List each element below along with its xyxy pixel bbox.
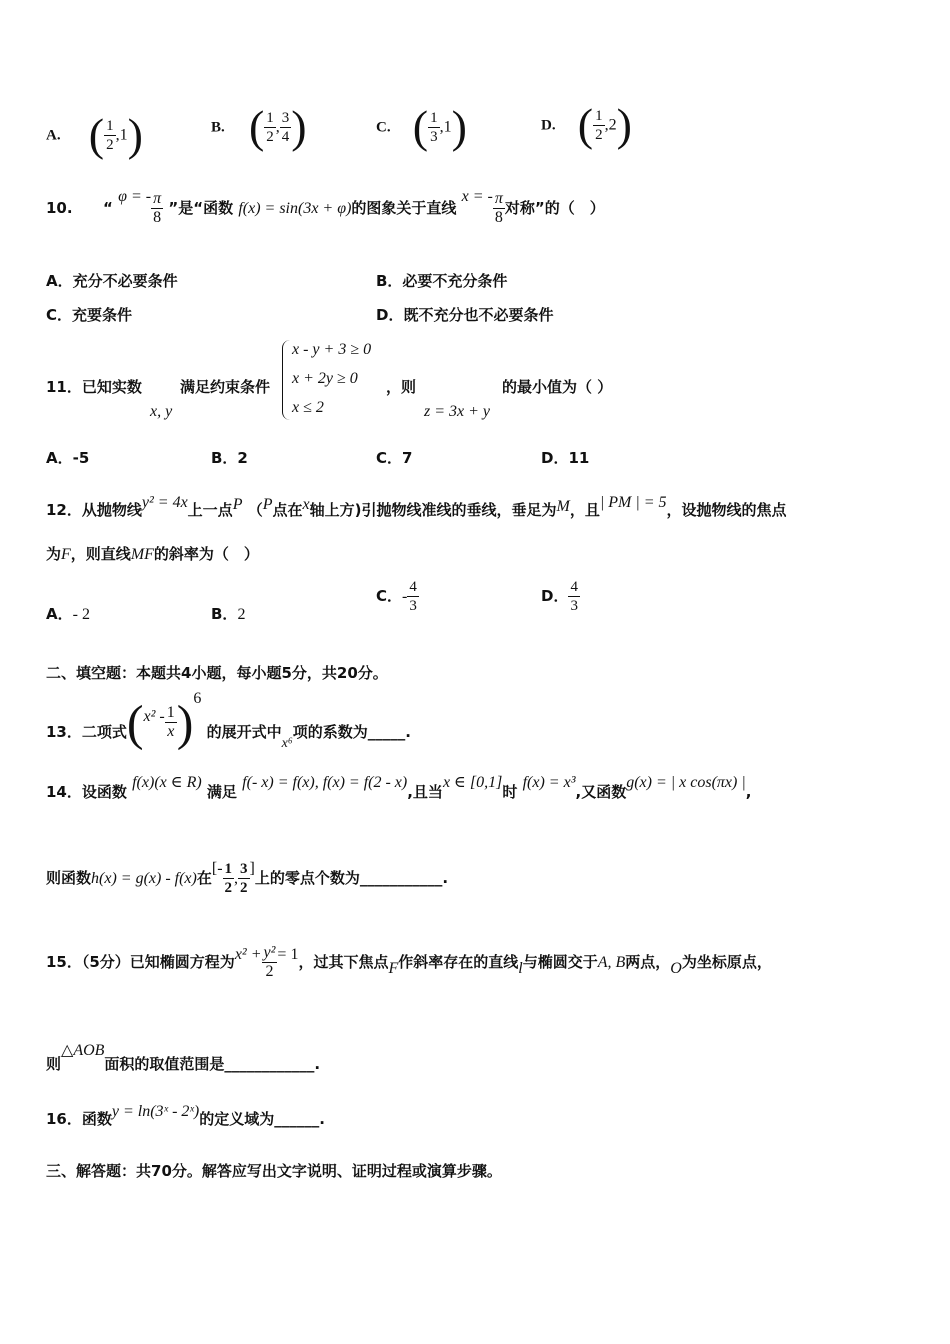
q9-option-c: C. ( $\frac{1}{3}$ ,1) <box>376 101 467 152</box>
q16-stem: 16．函数y = ln(3ˣ - 2ˣ)的定义域为______. <box>46 1103 325 1128</box>
q9-option-b: B. ( $\frac{1}{2}$ , $\frac{3}{4}$ ) <box>211 101 307 152</box>
fraction: $\frac{1}{2}$ <box>106 117 114 153</box>
q11-constraint-2: x + 2y ≥ 0 <box>292 370 358 387</box>
q11-vars: x, y <box>150 403 173 420</box>
q10-option-d: D．既不充分也不必要条件 <box>376 306 554 324</box>
q11-option-b: B．2 <box>211 449 248 467</box>
q11-text1: 满足约束条件 <box>180 378 271 396</box>
q11-option-a: A．-5 <box>46 449 90 467</box>
q12-option-c: C．- $\frac{4}{3}$ <box>376 579 417 614</box>
q11-number: 11．已知实数 <box>46 378 142 396</box>
q12-option-b: B．2 <box>211 605 246 623</box>
q12-option-d: D． $\frac{4}{3}$ <box>541 579 578 614</box>
section-3-heading: 三、解答题：共70分。解答应写出文字说明、证明过程或演算步骤。 <box>46 1162 502 1180</box>
q11-constraint-1: x - y + 3 ≥ 0 <box>292 341 372 358</box>
q15-stem-line1: 15．（5分）已知椭圆方程为x² + $\frac{\text{y²}}{2}$ = 1，过其下焦点F作斜率存在的直线l与椭圆交于A, B两点，O为坐标原点， <box>46 944 772 980</box>
q12-stem-line2: 为F，则直线MF的斜率为（ ） <box>46 545 259 563</box>
q12-stem-line1: 12．从抛物线y² = 4x上一点P （P点在x轴上方)引抛物线准线的垂线，垂足为M，且| PM | = 5，设抛物线的焦点 <box>46 494 787 519</box>
q11-brace <box>282 340 291 420</box>
q11-text2: ，则 <box>386 378 417 396</box>
q11-option-d: D．11 <box>541 449 590 467</box>
q10-option-b: B．必要不充分条件 <box>376 272 508 290</box>
q9-option-d: D. ( $\frac{1}{2}$ ,2) <box>541 99 632 150</box>
q12-option-a: A．- 2 <box>46 605 90 623</box>
q14-stem-line1: 14．设函数 f(x)(x ∈ R) 满足 f(- x) = f(x), f(x) = f(2 - x),且当x ∈ [0,1]时 f(x) = x³,又函数g(x) = | x cos(πx) |, <box>46 774 752 801</box>
section-2-heading: 二、填空题：本题共4小题，每小题5分，共20分。 <box>46 664 388 682</box>
q11-constraint-3: x ≤ 2 <box>292 399 324 416</box>
q11-option-c: C．7 <box>376 449 413 467</box>
q11-text3: 的最小值为（ ） <box>502 378 613 396</box>
q10-stem: 10. “ φ = - $\frac{\pi}{8}$ ”是“函数 f(x) = sin(3x + φ)的图象关于直线 x = - $\frac{\pi}{8}$ 对称”的（ ） <box>46 188 605 226</box>
q11-objective: z = 3x + y <box>424 403 491 420</box>
q9-option-a: A. ( $\frac{1}{2}$ ,1) <box>46 109 143 160</box>
q10-option-c: C．充要条件 <box>46 306 133 324</box>
q14-stem-line2: 则函数h(x) = g(x) - f(x)在[- $\frac{1}{2}$ , $\frac{3}{2}$ ]上的零点个数为___________. <box>46 860 449 896</box>
q15-stem-line2: 则△AOB面积的取值范围是____________. <box>46 1042 321 1073</box>
q13-stem: 13．二项式(x² - $\frac{1}{x}$ )$^6$ 的展开式中x⁶项的系数为_____. <box>46 690 411 751</box>
q10-option-a: A．充分不必要条件 <box>46 272 178 290</box>
